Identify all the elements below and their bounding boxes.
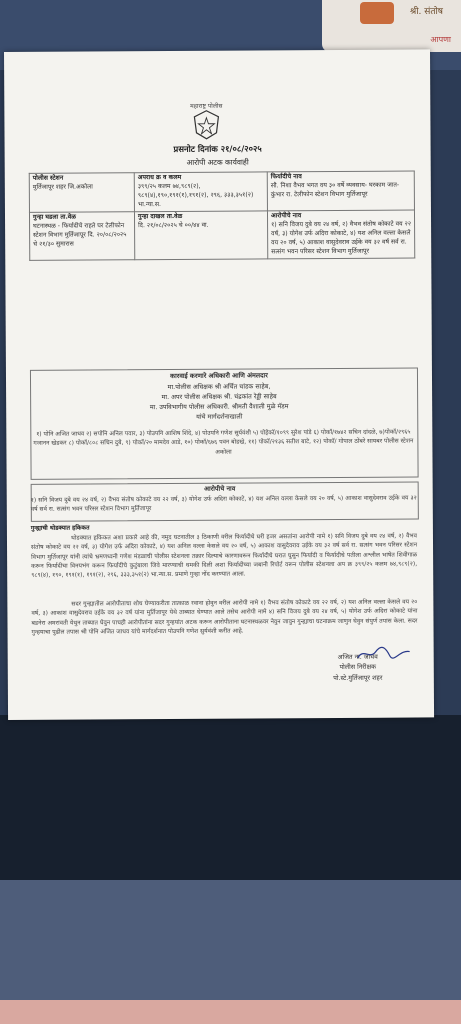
accused-text: १) सनि विजय दुबे वय २४ वर्ष, २) वैभव संतोष कोकाटे वय २२ वर्ष, ३) योगेश उर्फ अदिरा कोकाटे, ४) यश अनिल वल्ला केसले वय २० वर्ष, ५) आकाश वासुदेवराव उईके वय ३२ वर्ष सर्व रा. सत्संग भवन परिसर स्टेशन विभाग मुर्तिजापूर [30,494,417,514]
police-emblem-icon [191,109,221,141]
card-text: श्री. संतोष [409,7,443,17]
complainant-value: सौ. निशा वैभव भगत वय ३० वर्षे व्यवसाय- घरकाम जात- कुंभार रा. टेलीफोन स्टेशन विभाग मुर्तिजापूर [270,181,400,199]
facts-para2: सदर गुन्ह्यातील आरोपीताचा शोध घेण्याकरीता तात्काळ रवाना होवुन वरील आरोपी नामे १) वैभव संतोष कोकाटे वय २२ वर्ष, २) यश अनिल वल्ला केसले वय २० वर्ष, ३) आकाश वासुदेवराव उईके वय ३२ वर्ष यांना मुर्तिजापूर येथे ताब्यात घेण्यात आले तसेच आरोपी नामे ४) सनि विजय दुबे वय २४ वर्ष, ५) योगेश उर्फ अदिरा कोकाटे यांना बडनेरा अमरावती येथुन ताब्यात घेवुन पाचही आरोपीतांना सदर गुन्हयांत अटक करून आरोपीताना घटनास्थळवर नेवुन जावुन गुन्ह्याचा घटनाक्रम जाणुन घेवुन संपुर्ण तपास केला. सदर गुन्हयाचा पुढील तपास श्री पोनि अजित जाधव यांचे मार्गदर्शनात पोउपनि गणेश सुर्यवंशी करीत आहे. [31,598,418,636]
officers-team: १) पोनि अजित जाधव २) सपोनि अनिल पवार, ३) पोउपनि आशिष शिंदे, ४) पोउपनि गणेश सुर्यवंशी ५) पोहेकॉ/१०९९ सुरेश पांडे ६) पोकॉ/१७४२ सचिन दांदळे, ७)पोकॉ/२९६५ गजानन खेडकर ८) पोकॉ/८०८ सचिन दुबे, ९) पोकॉ/२० मामदेव आडे, १०) पोकॉ/६७६ पवन बोडखे, ११) पोकॉ/२१३६ सतीश बाटे, १२) पोकॉ/ गोपाल ठोंबरे सायबर पोलीस स्टेशन अकोला [33,428,414,456]
signature-scribble-icon [356,646,412,662]
station-head: पोलीस स्टेशन [32,174,64,182]
signature-designation: पोलीस निरीक्षक [339,662,377,672]
case-table [29,170,416,260]
accused-value: १) सनि विजय दुबे वय २४ वर्ष, २) वैभव संतोष कोकाटे वय २२ वर्ष, ३) योगेश उर्फ अदिरा कोकाटे, ४) यश अनिल वल्ला केसले वय २० वर्ष, ५) आकाश वासुदेवराव उईके वय ३२ वर्ष सर्व रा. सत्संग भवन परिसर स्टेशन विभाग मुर्तिजापूर [271,220,412,256]
accused-head: आरोपीचे नाव [270,212,302,220]
facts-heading: गुन्ह्याची थोडक्यात हकिकत [30,524,90,532]
card-decoration [360,2,394,24]
officers-heading: कारवाई करणारे अधिकारी आणि अंमलदार [170,371,268,380]
accused-cell [267,210,414,259]
officers-line4: यांचे मार्गदर्शनाखाली [196,412,243,421]
card-subtext: आपणा [430,35,451,44]
occurrence-head: गुन्हा घडला ता.वेळ [32,213,76,221]
emblem-caption: महाराष्ट्र पोलीस [190,102,223,110]
background-lap [0,715,461,905]
complainant-cell [267,171,414,211]
press-note-title: प्रसनोट दिनांक २१/०८/२०२५ [173,143,262,154]
registered-cell [134,211,267,260]
background-cloth [0,1000,461,1024]
press-note-document [4,49,434,720]
offence-value: ३९९/२५ कलम ७४,९८९(२), ९८९(४),१९०,१९१(१),१९१(२), २९६, ३३३,३५१(२) भा.न्या.स. [137,182,254,209]
press-note-subtitle: आरोपी अटक कार्यवाही [186,157,249,167]
station-value: मुर्तिजापूर शहर जि.अकोला [32,183,93,191]
signature-block [298,651,418,682]
background-card [322,0,461,52]
facts-para1: थोडक्यात हकिकत अशा प्रकारे आहे की, नमुद घटनातील ३ ठिकाणी वरील फिर्यादीचे घरी हजर असतांना आरोपी नामे १) सनि विजय दुबे वय २४ वर्ष, २) वैभव संतोष कोकाटे वय २२ वर्ष, ३) योगेश उर्फ अदिरा कोकाटे, ४) यश अनिल वल्ला केसले वय २० वर्ष, ५) आकाश वासुदेवराव उईके वय ३२ वर्ष सर्व रा. सत्संग भवन परिसर स्टेशन विभाग मुर्तिजापूर यांनी त्यांचे भ्रमणध्वनी गणेश मंडळाची पोलीस स्टेशनला तक्रार दिल्याचे कारणावरून फिर्यादीचे घरात घुसुन फिर्यादी व फिर्यादीचे पतीला अश्लील भाषेत शिवीगाळ करून फिर्यादीचा विनयभंग करून फिर्यादीचे कुटुंबाला जिवे मारण्याची धमकी दिली अशा फिर्यादीच्या जबानी रिपोर्ट वरून पोलीस स्टेशनला अप क्र ३९९/२५ कलम ७४,९८९(२), ९८९(४), १९०, १९१(१), १९१(२), २९६, ३३३,३५१(२) भा.न्या.स. प्रमाणे गुन्हा नोंद करण्यात आला. [31,532,418,580]
officers-line1: मा.पोलीस अधिक्षक श्री अर्चित चांडक साहेब, [167,382,271,392]
accused-heading: आरोपीचे नाव [204,484,236,493]
offence-cell [134,172,267,212]
officers-line2: मा. अपर पोलीस अधिक्षक श्री. चंद्रकांत रेड्डी साहेब [161,392,277,402]
offence-head: अपराध क्र व कलम [137,173,182,182]
complainant-head: फिर्यादीचे नाव [270,173,302,181]
occurrence-value: घटनास्थळ - फिर्यादीचे राहते घर टेलीफोन स्टेशन विभाग मुर्तिजापूर दि. २०/०८/२०२५ चे २१/३० सुमारास [33,222,127,248]
station-cell [29,173,134,213]
officers-line3: मा. उपविभागीय पोलीस अधिकारी. श्रीमती वैशाली मुळे मॅडम [149,402,289,412]
signature-station: पो.स्टे.मुर्तिजापूर शहर [333,673,383,682]
registered-head: गुन्हा दाखल ता.वेळ [137,212,183,221]
registered-value: दि. २१/०८/२०२५ चे ००/४४ वा. [138,221,209,230]
signature-name: अजित ना. जाधव [337,652,378,661]
occurrence-cell [29,212,134,261]
